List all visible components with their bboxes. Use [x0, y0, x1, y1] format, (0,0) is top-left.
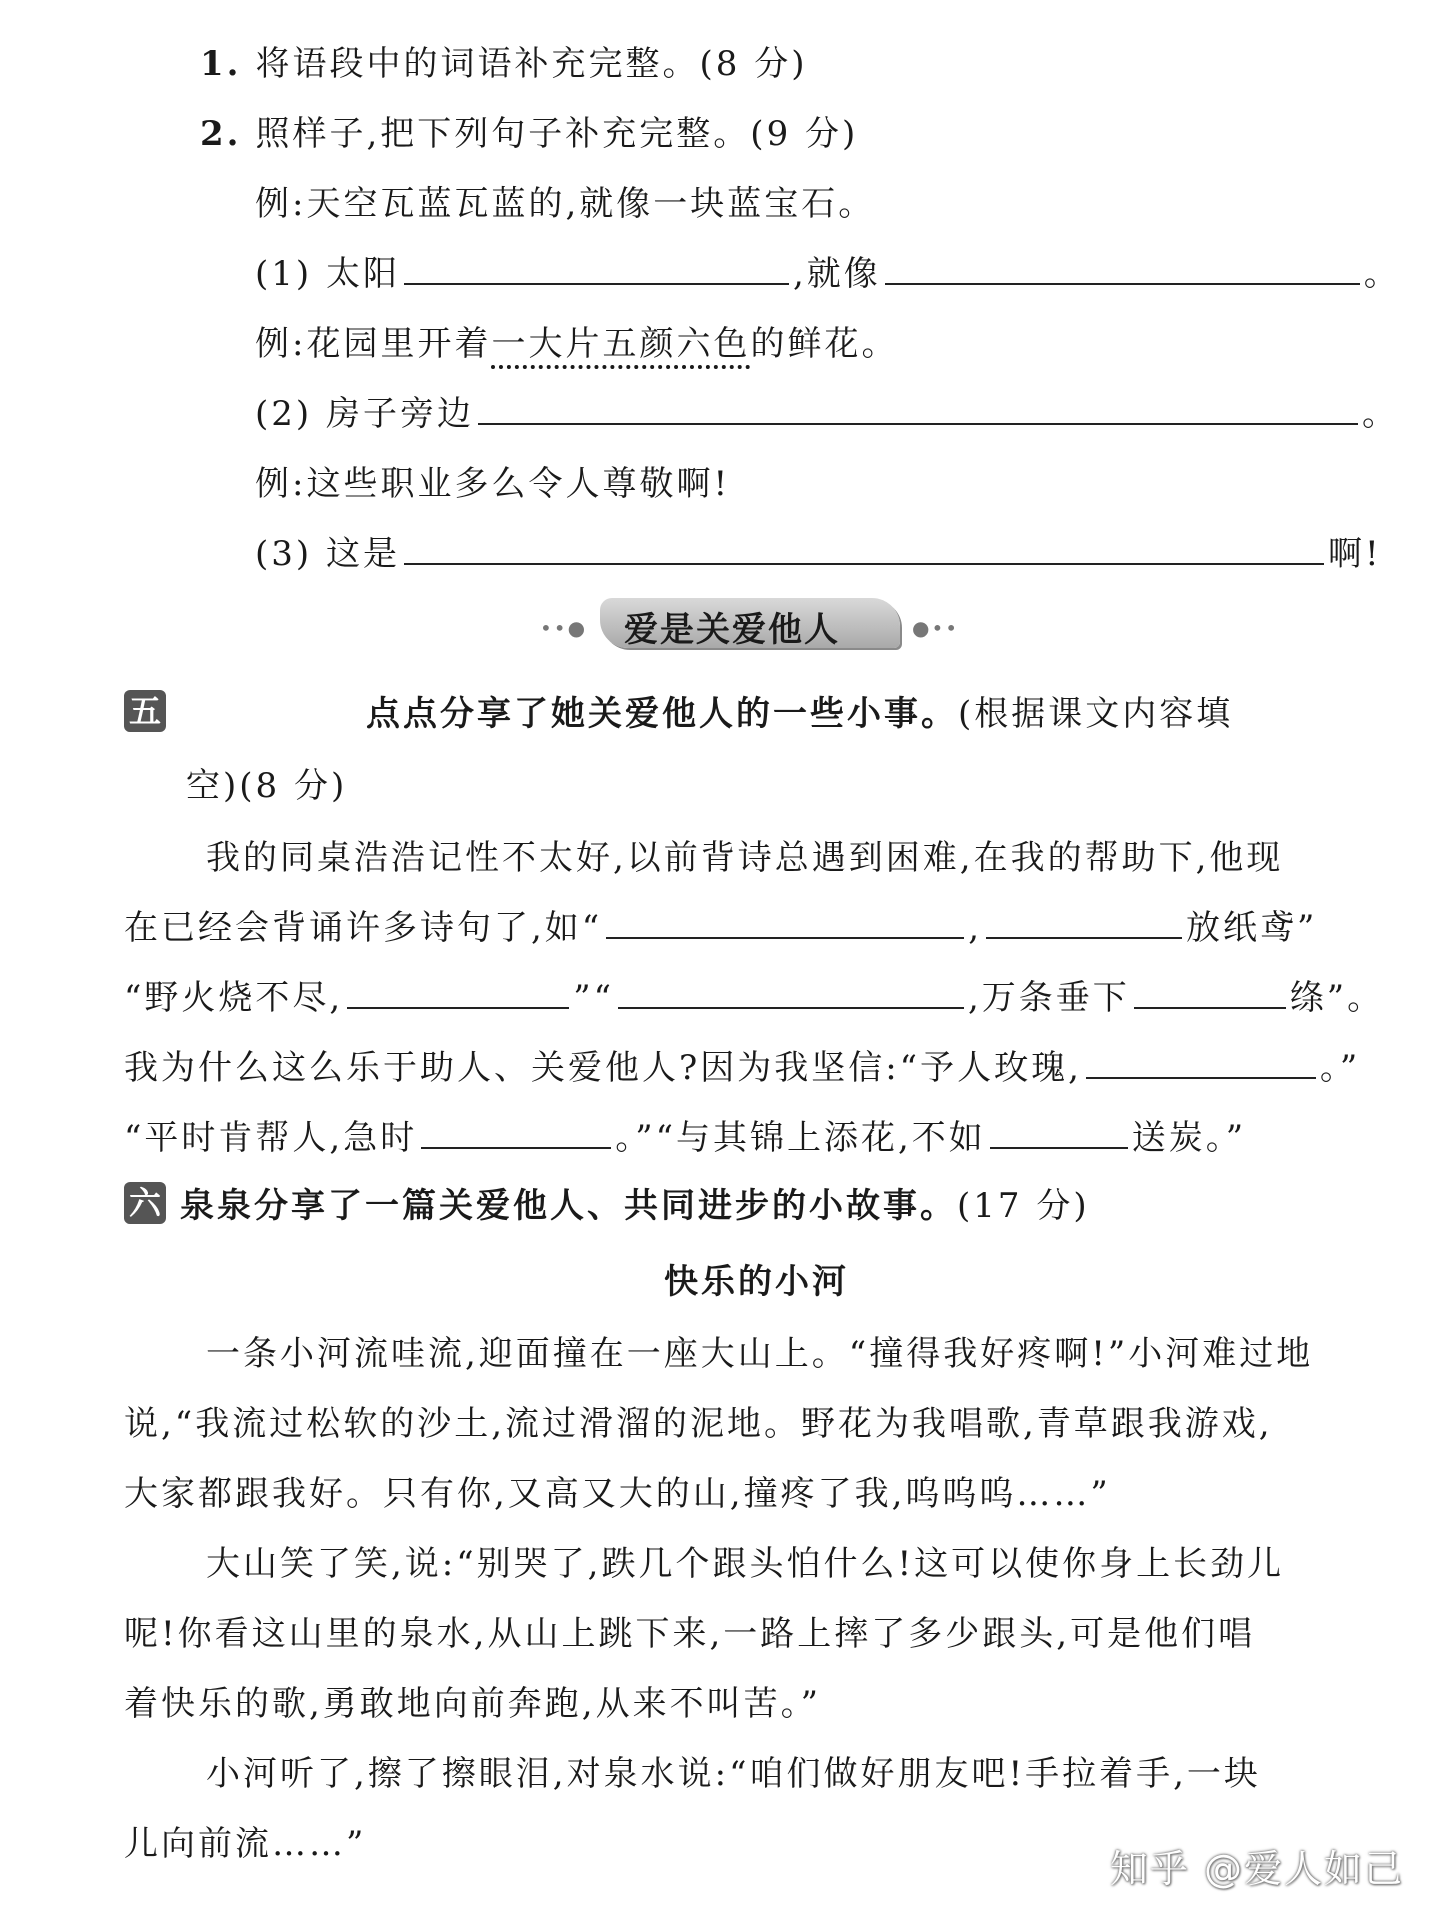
section-score: (17 分): [957, 1186, 1090, 1226]
question-number: 2.: [200, 114, 242, 154]
question-text: 将语段中的词语补充完整。(8 分): [255, 44, 808, 84]
section-6-heading: [124, 1182, 166, 1224]
blank-field[interactable]: [1086, 1043, 1316, 1079]
item-end: 。: [1363, 254, 1401, 294]
item-3: [255, 526, 1382, 575]
example-text: 例:花园里开着: [255, 324, 492, 364]
blank-field[interactable]: [421, 1113, 611, 1149]
text: 我为什么这么乐于助人、关爱他人?因为我坚信:“予人玫瑰,: [124, 1048, 1082, 1088]
item-end: 啊!: [1327, 534, 1382, 574]
item-2: [255, 386, 1399, 435]
section-5-note: 空)(8 分): [186, 766, 348, 806]
example-2: [255, 316, 898, 365]
example-text: 的鲜花。: [750, 324, 899, 364]
question-text: 照样子,把下列句子补充完整。(9 分): [255, 114, 859, 154]
story-line: 说,“我流过松软的沙土,流过滑溜的泥地。野花为我唱歌,青草跟我游戏,: [124, 1404, 1273, 1444]
section-title-text: 点点分享了她关爱他人的一些小事。: [366, 694, 958, 734]
item-label: (1) 太阳: [255, 254, 400, 294]
story-line: 大家都跟我好。只有你,又高又大的山,撞疼了我,呜呜呜……”: [124, 1474, 1111, 1514]
paragraph-line: [124, 1040, 1360, 1089]
text: ”“: [573, 978, 614, 1018]
text: ,: [968, 908, 983, 948]
example-3: 例:这些职业多么令人尊敬啊!: [255, 464, 731, 504]
text: 放纸鸢”: [1186, 908, 1318, 948]
text: 送炭。”: [1131, 1118, 1247, 1158]
blank-field[interactable]: [1134, 973, 1286, 1009]
blank-field[interactable]: [986, 903, 1182, 939]
text: 。”“与其锦上添花,不如: [615, 1118, 986, 1158]
blank-field[interactable]: [478, 389, 1358, 425]
paragraph-line: [124, 1110, 1246, 1159]
decorative-dots: ●••: [912, 616, 960, 640]
item-connector: ,就像: [792, 254, 881, 294]
text: 在已经会背诵许多诗句了,如“: [124, 908, 603, 948]
paragraph-line: 我的同桌浩浩记性不太好,以前背诗总遇到困难,在我的帮助下,他现: [206, 838, 1284, 878]
story-line: 小河听了,擦了擦眼泪,对泉水说:“咱们做好朋友吧!手拉着手,一块: [206, 1754, 1261, 1794]
blank-field[interactable]: [606, 903, 964, 939]
item-label: (3) 这是: [255, 534, 400, 574]
watermark: 知乎 @爱人如己: [1109, 1847, 1404, 1891]
story-line: 着快乐的歌,勇敢地向前奔跑,从来不叫苦。”: [124, 1684, 821, 1724]
blank-field[interactable]: [885, 249, 1360, 285]
question-number: 1.: [200, 44, 242, 84]
story-line: 呢!你看这山里的泉水,从山上跳下来,一路上摔了多少跟头,可是他们唱: [124, 1614, 1256, 1654]
section-title-text: 泉泉分享了一篇关爱他人、共同进步的小故事。: [180, 1186, 957, 1226]
story-title: 快乐的小河: [664, 1262, 849, 1302]
blank-field[interactable]: [347, 973, 569, 1009]
section-note: (根据课文内容填: [958, 694, 1234, 734]
story-line: 一条小河流哇流,迎面撞在一座大山上。“撞得我好疼啊!”小河难过地: [206, 1334, 1314, 1374]
section-5-title: [366, 686, 1233, 735]
item-label: (2) 房子旁边: [255, 394, 474, 434]
example-1: 例:天空瓦蓝瓦蓝的,就像一块蓝宝石。: [255, 184, 876, 224]
paragraph-line: [124, 900, 1317, 949]
question-1: [200, 36, 807, 85]
text: 。”: [1319, 1048, 1361, 1088]
blank-field[interactable]: [990, 1113, 1128, 1149]
blank-field[interactable]: [404, 529, 1324, 565]
section-banner: [540, 596, 960, 652]
text: 绦”。: [1289, 978, 1385, 1018]
section-6-title: [180, 1178, 1090, 1227]
decorative-dots: ••●: [540, 616, 588, 640]
text: “野火烧不尽,: [124, 978, 344, 1018]
question-2: [200, 106, 858, 155]
blank-field[interactable]: [618, 973, 964, 1009]
text: “平时肯帮人,急时: [124, 1118, 418, 1158]
blank-field[interactable]: [404, 249, 789, 285]
banner-title: 爱是关爱他人: [624, 610, 840, 650]
item-end: 。: [1361, 394, 1399, 434]
section-badge: 五: [124, 690, 166, 732]
paragraph-line: [124, 970, 1384, 1019]
section-badge: 六: [124, 1182, 166, 1224]
text: ,万条垂下: [967, 978, 1130, 1018]
section-5-heading: [124, 690, 166, 732]
item-1: [255, 246, 1401, 295]
story-line: 儿向前流……”: [124, 1824, 367, 1864]
emphasized-text: 一大片五颜六色: [491, 324, 751, 364]
story-line: 大山笑了笑,说:“别哭了,跌几个跟头怕什么!这可以使你身上长劲儿: [206, 1544, 1285, 1584]
